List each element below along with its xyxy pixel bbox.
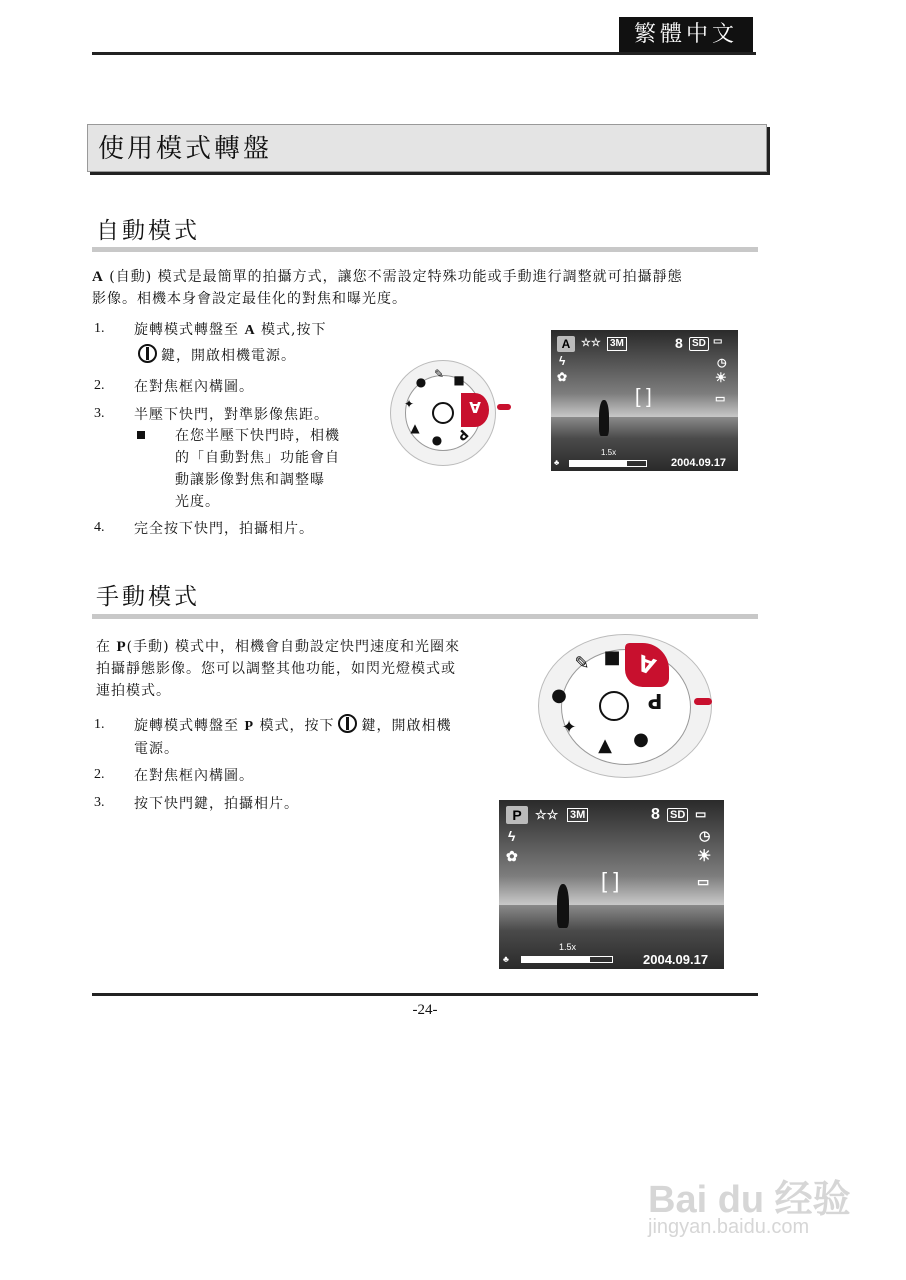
lcd-quality: ☆☆ <box>581 337 601 349</box>
battery-icon: ▭ <box>713 336 723 347</box>
dial-label-selected: A <box>469 398 481 416</box>
tree-icon <box>557 884 569 928</box>
zoom-wide-icon: ♣ <box>503 954 509 964</box>
manual-intro-line3: 連拍模式。 <box>96 683 171 699</box>
auto-intro-mode: A <box>92 269 104 285</box>
lcd-shot-count: 8 <box>675 335 683 351</box>
manual-step-1-text-c: 鍵，開啟相機 <box>361 718 452 734</box>
manual-intro-text: (手動) 模式中，相機會自動設定快門速度和光圈來 <box>126 639 460 655</box>
section-heading-auto: 自動模式 <box>96 218 200 244</box>
section-heading-manual: 手動模式 <box>96 584 200 610</box>
note-line-2: 的「自動對焦」功能會自 <box>175 450 340 466</box>
dial-marker-manual <box>694 698 712 705</box>
auto-step-3-num: 3. <box>94 406 105 421</box>
section-rule-manual <box>92 614 758 619</box>
movie-icon: ■ <box>603 647 621 668</box>
flash-icon: ϟ <box>508 828 516 844</box>
page-title: 使用模式轉盤 <box>87 124 767 172</box>
burst-icon: ▭ <box>715 393 726 405</box>
macro-icon: ✿ <box>557 370 568 384</box>
manual-step-1-text-b: 模式，按下 <box>254 718 335 734</box>
timer-icon: ◷ <box>717 357 727 369</box>
power-icon <box>599 691 629 721</box>
power-icon <box>138 344 157 363</box>
sport-icon: ✦ <box>561 717 577 738</box>
manual-step-1-num: 1. <box>94 717 105 732</box>
note-line-3: 動讓影像對焦和調整曝 <box>175 472 325 488</box>
focus-frame: [ ] <box>601 868 620 893</box>
setup-icon: ✎ <box>433 367 445 381</box>
lcd-image-size: 3M <box>607 337 627 351</box>
footer-rule <box>92 993 758 996</box>
battery-icon: ▭ <box>695 807 707 821</box>
macro-icon: ✿ <box>506 848 518 864</box>
lcd-date: 2004.09.17 <box>643 952 709 967</box>
watermark-logo: Bai du 经验 <box>648 1179 851 1221</box>
dial-marker-auto <box>497 404 511 410</box>
night-icon: ● <box>431 433 443 447</box>
power-icon <box>338 714 357 733</box>
auto-step-2: 在對焦框內構圖。 <box>134 379 254 395</box>
burst-icon: ▭ <box>697 874 710 889</box>
manual-step-3: 按下快門鍵，拍攝相片。 <box>134 796 299 812</box>
night-icon: ● <box>633 729 649 750</box>
lcd-preview-manual <box>499 800 724 969</box>
lcd-zoom-fill <box>522 957 590 962</box>
lcd-zoom-bar <box>521 956 613 963</box>
setup-icon: ✎ <box>574 653 590 674</box>
focus-frame: [ ] <box>635 386 652 408</box>
manual-step-1-text-a: 旋轉模式轉盤至 <box>134 718 245 734</box>
auto-step-1-text-b: 模式,按下 <box>255 322 327 338</box>
auto-step-3: 半壓下快門，對準影像焦距。 <box>134 407 329 423</box>
lcd-zoom-label: 1.5x <box>559 942 577 952</box>
auto-step-4: 完全按下快門，拍攝相片。 <box>134 521 314 537</box>
landscape-icon: ▲ <box>598 735 612 756</box>
lcd-zoom-fill <box>570 461 627 466</box>
lcd-card: SD <box>667 808 688 822</box>
flash-icon: ϟ <box>559 354 566 368</box>
manual-step-1 <box>134 714 524 760</box>
manual-step-3-num: 3. <box>94 795 105 810</box>
lcd-date: 2004.09.17 <box>671 457 727 469</box>
manual-step-1-text-d: 電源。 <box>134 741 179 757</box>
lcd-card: SD <box>689 337 709 351</box>
sport-icon: ✦ <box>403 397 415 411</box>
lcd-zoom-bar <box>569 460 647 467</box>
auto-step-2-num: 2. <box>94 378 105 393</box>
lcd-mode-badge: A <box>557 336 575 352</box>
auto-intro-line2: 影像。相機本身會設定最佳化的對焦和曝光度。 <box>92 291 407 307</box>
watermark-url: jingyan.baidu.com <box>648 1216 810 1238</box>
dial-label-next: P <box>647 689 663 713</box>
mode-dial-manual <box>538 634 712 778</box>
auto-step-1-text-c: 鍵，開啟相機電源。 <box>161 348 296 364</box>
lcd-preview-auto <box>551 330 738 471</box>
auto-step-1-text-a: 旋轉模式轉盤至 <box>134 322 245 338</box>
lcd-image-size: 3M <box>567 808 588 822</box>
white-balance-icon: ☀ <box>715 370 727 385</box>
auto-intro <box>92 266 762 310</box>
note-line-4: 光度。 <box>175 494 220 510</box>
header-rule <box>92 52 756 55</box>
language-tab: 繁體中文 <box>619 17 753 53</box>
section-rule-auto <box>92 247 758 252</box>
zoom-wide-icon: ♣ <box>554 458 560 467</box>
manual-step-2: 在對焦框內構圖。 <box>134 768 254 784</box>
movie-icon: ■ <box>453 373 465 387</box>
auto-step-1-line2 <box>134 344 296 367</box>
auto-step-3-note <box>175 425 365 513</box>
lcd-mode-badge: P <box>506 806 528 824</box>
lcd-zoom-label: 1.5x <box>601 448 617 457</box>
white-balance-icon: ☀ <box>697 848 712 865</box>
auto-step-1-mode: A <box>244 323 256 338</box>
lcd-shot-count: 8 <box>651 806 660 823</box>
portrait-icon: ● <box>415 375 427 389</box>
auto-step-4-num: 4. <box>94 520 105 535</box>
landscape-icon: ▲ <box>410 421 420 435</box>
manual-intro-pre: 在 <box>96 639 117 655</box>
dial-label-selected: A <box>634 648 660 679</box>
page-number: -24- <box>412 1002 438 1018</box>
mode-dial-auto <box>390 360 496 466</box>
manual-step-1-mode: P <box>244 719 255 734</box>
auto-step-1 <box>134 319 374 342</box>
square-bullet-icon <box>137 431 145 439</box>
dial-label-next: P <box>453 425 471 444</box>
auto-intro-text: (自動) 模式是最簡單的拍攝方式，讓您不需設定特殊功能或手動進行調整就可拍攝靜態 <box>103 269 683 285</box>
power-icon <box>432 402 454 424</box>
tree-icon <box>599 400 609 436</box>
timer-icon: ◷ <box>699 828 711 843</box>
manual-intro-line2: 拍攝靜態影像。您可以調整其他功能，如閃光燈模式或 <box>96 661 456 677</box>
manual-intro-mode: P <box>116 639 127 655</box>
auto-step-1-num: 1. <box>94 321 105 336</box>
lcd-quality: ☆☆ <box>535 807 559 822</box>
note-line-1: 在您半壓下快門時，相機 <box>175 428 340 444</box>
manual-step-2-num: 2. <box>94 767 105 782</box>
manual-intro <box>96 636 516 702</box>
portrait-icon: ● <box>551 685 567 706</box>
